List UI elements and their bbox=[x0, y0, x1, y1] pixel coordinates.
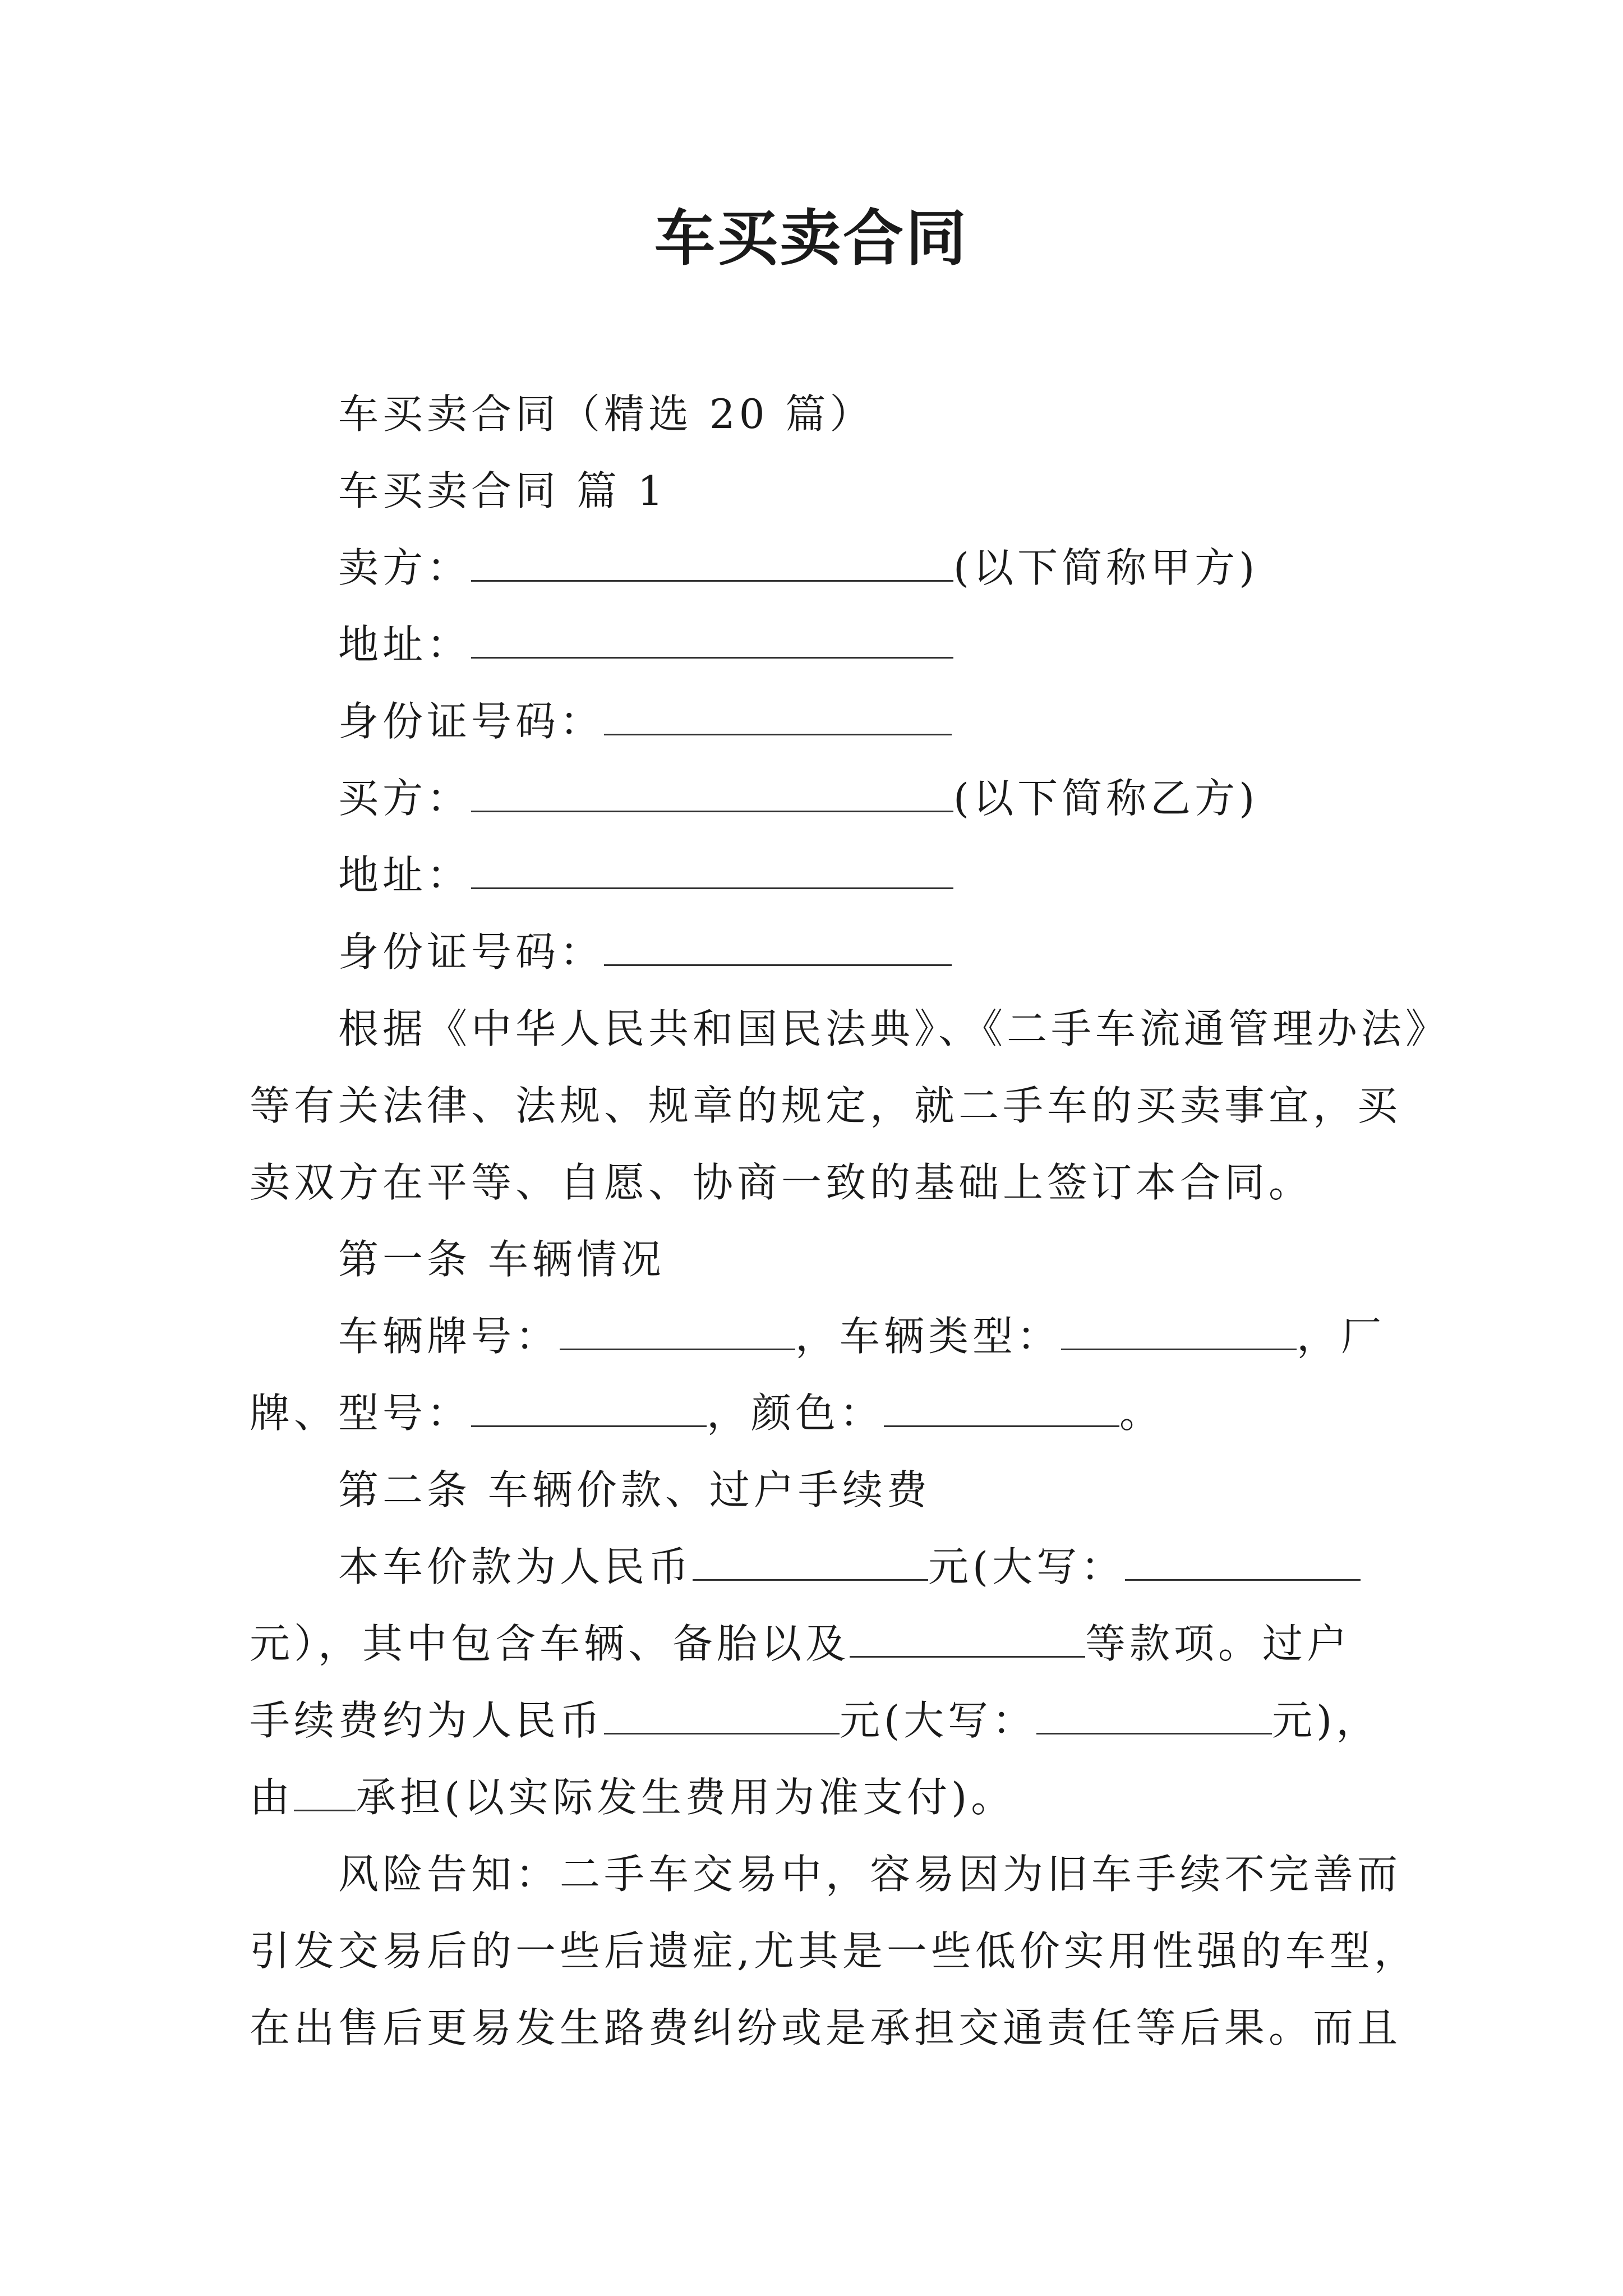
risk-line-3: 在出售后更易发生路费纠纷或是承担交通责任等后果。而且 bbox=[250, 2004, 1402, 2051]
seller-suffix: (以下简称甲方) bbox=[953, 544, 1259, 591]
document-title: 车买卖合同 bbox=[654, 203, 969, 274]
bearer-suffix: 承担(以实际发生费用为准支付)。 bbox=[356, 1774, 1016, 1821]
vehicle-type-blank bbox=[1061, 1312, 1297, 1350]
article-1-line-1 bbox=[250, 1298, 1394, 1375]
fee-unit: 元)， bbox=[1272, 1697, 1381, 1744]
buyer-address-line bbox=[250, 837, 1394, 914]
article-2-line-1 bbox=[250, 1529, 1394, 1605]
plate-blank bbox=[560, 1312, 795, 1350]
model-blank bbox=[471, 1388, 707, 1427]
seller-id-blank bbox=[604, 697, 952, 735]
buyer-line bbox=[250, 760, 1394, 837]
document-body bbox=[250, 376, 1450, 2067]
fee-uppercase-blank bbox=[1036, 1696, 1272, 1734]
line-end: 。 bbox=[1119, 1389, 1164, 1437]
intro-line-1: 根据《中华人民共和国民法典》、《二手车流通管理办法》 bbox=[338, 1005, 1450, 1052]
fee-uppercase-label: 元(大写： bbox=[840, 1697, 1037, 1744]
article-2-line-2 bbox=[250, 1605, 1394, 1682]
price-uppercase-blank bbox=[1125, 1542, 1361, 1581]
intro-line-3: 卖双方在平等、自愿、协商一致的基础上签订本合同。 bbox=[250, 1159, 1313, 1206]
article-2-heading: 第二条 车辆价款、过户手续费 bbox=[338, 1466, 931, 1513]
risk-line-1: 风险告知：二手车交易中，容易因为旧车手续不完善而 bbox=[338, 1851, 1402, 1898]
buyer-address-label: 地址： bbox=[338, 852, 472, 899]
section-heading: 车买卖合同 篇 1 bbox=[338, 467, 667, 514]
buyer-address-blank bbox=[471, 850, 953, 889]
seller-label: 卖方： bbox=[338, 544, 472, 591]
fee-label: 手续费约为人民币 bbox=[250, 1697, 605, 1744]
seller-address-line bbox=[250, 606, 1394, 683]
vehicle-type-label: ，车辆类型： bbox=[795, 1313, 1062, 1360]
seller-address-blank bbox=[471, 620, 953, 659]
price-blank bbox=[693, 1542, 928, 1581]
price-uppercase-label: 元(大写： bbox=[928, 1543, 1126, 1590]
model-label: 牌、型号： bbox=[250, 1389, 472, 1437]
buyer-id-line bbox=[250, 914, 1394, 991]
buyer-id-blank bbox=[604, 927, 952, 966]
price-label: 本车价款为人民币 bbox=[338, 1543, 693, 1590]
seller-id-label: 身份证号码： bbox=[338, 698, 605, 745]
bearer-blank bbox=[294, 1773, 356, 1811]
plate-label: 车辆牌号： bbox=[338, 1313, 560, 1360]
color-blank bbox=[884, 1388, 1119, 1427]
buyer-blank bbox=[471, 774, 953, 812]
article-2-line-3 bbox=[250, 1682, 1394, 1759]
fee-blank bbox=[604, 1696, 840, 1734]
color-label: ，颜色： bbox=[707, 1389, 884, 1437]
article-1-heading: 第一条 车辆情况 bbox=[338, 1236, 665, 1283]
seller-line bbox=[250, 530, 1394, 606]
seller-blank bbox=[471, 543, 953, 582]
seller-address-label: 地址： bbox=[338, 621, 472, 668]
transfer-label-start: 等款项。过户 bbox=[1085, 1620, 1352, 1667]
seller-id-line bbox=[250, 683, 1394, 760]
buyer-label: 买方： bbox=[338, 775, 472, 822]
buyer-suffix: (以下简称乙方) bbox=[953, 775, 1259, 822]
document-subtitle: 车买卖合同（精选 20 篇） bbox=[338, 390, 874, 438]
article-1-line-2 bbox=[250, 1375, 1394, 1452]
buyer-id-label: 身份证号码： bbox=[338, 928, 605, 976]
includes-blank bbox=[850, 1619, 1085, 1658]
risk-line-2: 引发交易后的一些后遗症,尤其是一些低价实用性强的车型， bbox=[250, 1927, 1418, 1975]
bearer-label: 由 bbox=[250, 1774, 294, 1821]
brand-label-start: ，厂 bbox=[1297, 1313, 1386, 1360]
article-2-line-4 bbox=[250, 1759, 1394, 1836]
intro-line-2: 等有关法律、法规、规章的规定，就二手车的买卖事宜，买 bbox=[250, 1082, 1402, 1129]
includes-label: 元），其中包含车辆、备胎以及 bbox=[250, 1620, 850, 1667]
